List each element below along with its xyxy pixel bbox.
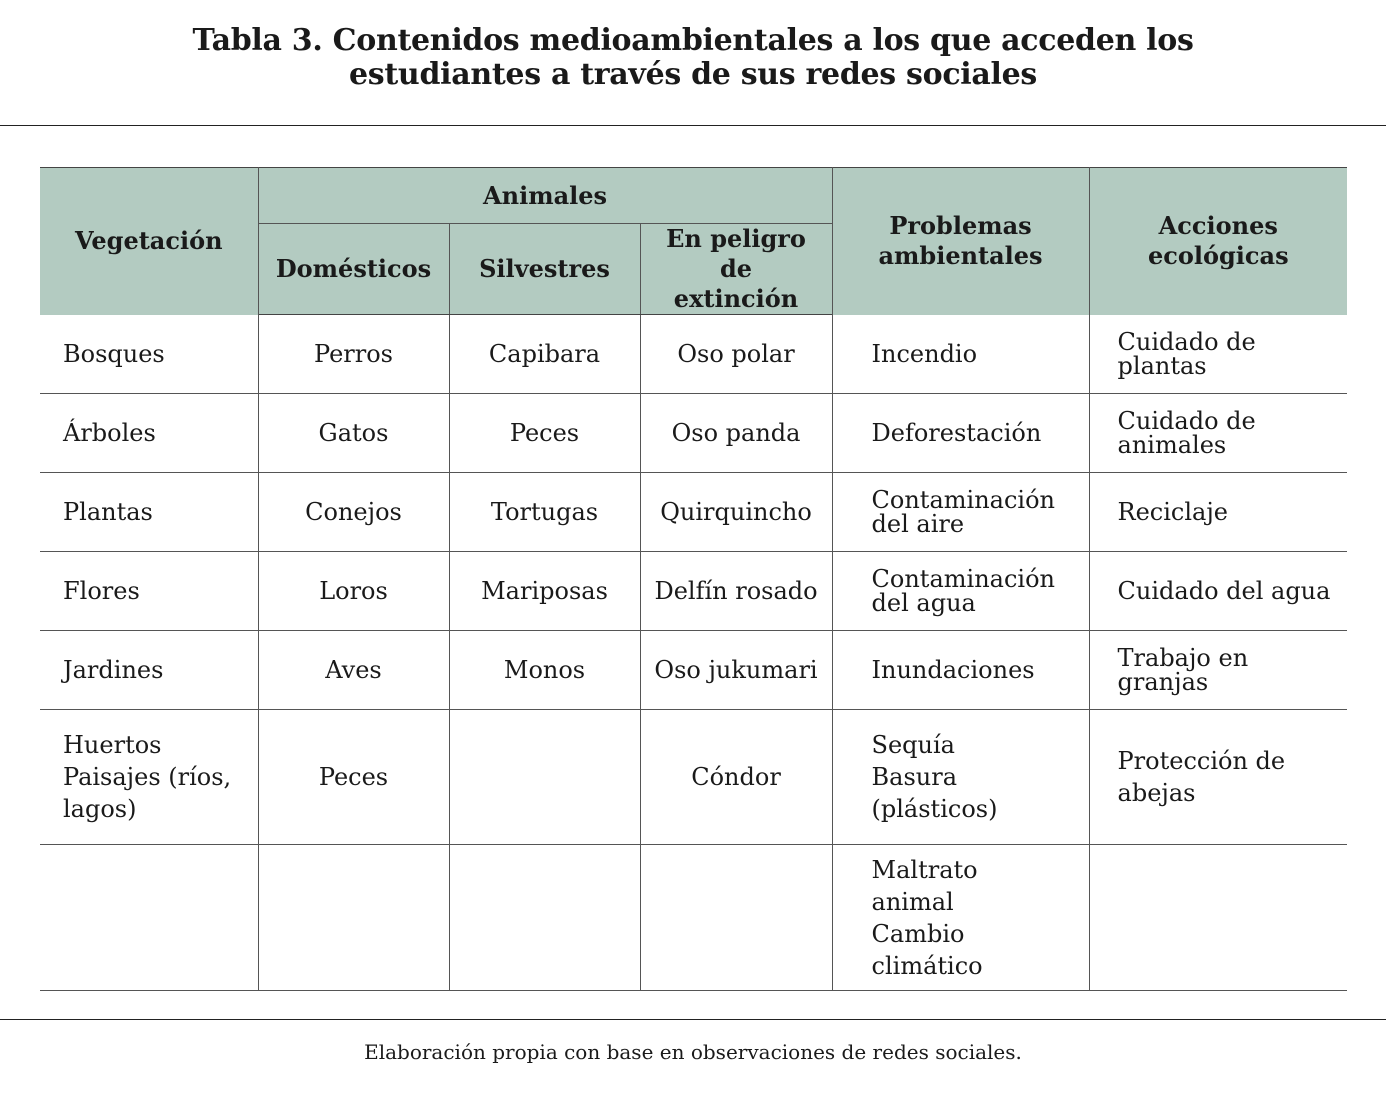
cell-acciones (1089, 710, 1347, 845)
header-problemas-line-1: Problemas (889, 211, 1032, 241)
header-silvestres: Silvestres (449, 224, 640, 315)
cell-acciones (1089, 315, 1347, 394)
cell-domesticos: Aves (258, 631, 449, 710)
header-acciones-line-2: ecológicas (1147, 241, 1289, 271)
header-peligro-line-1: En peligro de (666, 224, 806, 283)
cell-line: Sequía (871, 731, 955, 759)
cell-domesticos: Perros (258, 315, 449, 394)
cell-silvestres: Capibara (449, 315, 640, 394)
cell-acciones (1089, 552, 1347, 631)
cell-silvestres (449, 710, 640, 845)
cell-line: Protección de (1117, 747, 1286, 775)
header-animales: Animales (258, 168, 832, 224)
cell-problemas (832, 473, 1089, 552)
table-title-line-1: Tabla 3. Contenidos medioambientales a los que acceden los (192, 23, 1194, 58)
cell-line: Cambio (871, 919, 965, 948)
cell-domesticos: Conejos (258, 473, 449, 552)
cell-domesticos: Peces (258, 710, 449, 845)
cell-line: Huertos (63, 731, 162, 759)
cell-problemas (832, 710, 1089, 845)
cell-line: animal (871, 887, 954, 916)
header-peligro (640, 224, 832, 315)
cell-vegetacion (40, 631, 258, 710)
cell-line: Cuidado de (1117, 327, 1256, 356)
table-row (40, 394, 1347, 473)
cell-line: (plásticos) (871, 795, 998, 823)
header-vegetacion: Vegetación (40, 168, 258, 315)
cell-line: Reciclaje (1117, 498, 1228, 526)
table-row (40, 552, 1347, 631)
header-acciones (1089, 168, 1347, 315)
header-domesticos: Domésticos (258, 224, 449, 315)
cell-line: Contaminación (871, 565, 1055, 593)
table-body (40, 315, 1347, 991)
cell-acciones (1089, 473, 1347, 552)
cell-problemas (832, 552, 1089, 631)
cell-silvestres (449, 845, 640, 991)
cell-line: abejas (1117, 779, 1196, 807)
cell-vegetacion (40, 394, 258, 473)
cell-peligro: Oso jukumari (640, 631, 832, 710)
cell-line: Árboles (63, 419, 156, 447)
table-title-line-2: estudiantes a través de sus redes sociales (349, 57, 1037, 92)
cell-vegetacion (40, 315, 258, 394)
cell-line: Paisajes (ríos, (63, 763, 232, 791)
cell-line: del aire (871, 510, 965, 538)
cell-vegetacion (40, 552, 258, 631)
table-header (40, 168, 1347, 315)
table-row (40, 315, 1347, 394)
header-problemas-line-2: ambientales (878, 241, 1043, 271)
cell-line: Incendio (871, 339, 978, 368)
cell-peligro: Quirquincho (640, 473, 832, 552)
cell-silvestres: Peces (449, 394, 640, 473)
cell-problemas (832, 631, 1089, 710)
header-peligro-line-2: extinción (673, 284, 799, 313)
cell-line: del agua (871, 589, 976, 617)
cell-line: animales (1117, 431, 1227, 459)
table-row (40, 473, 1347, 552)
table-row (40, 631, 1347, 710)
cell-problemas (832, 394, 1089, 473)
cell-acciones (1089, 845, 1347, 991)
cell-line: Maltrato (871, 855, 978, 884)
table-title (0, 24, 1386, 92)
header-acciones-line-1: Acciones (1158, 211, 1278, 241)
cell-domesticos (258, 845, 449, 991)
cell-line: lagos) (63, 795, 137, 823)
cell-line: Inundaciones (871, 656, 1035, 684)
cell-peligro (640, 845, 832, 991)
cell-line: Cuidado del agua (1117, 577, 1331, 605)
cell-acciones (1089, 631, 1347, 710)
cell-vegetacion (40, 845, 258, 991)
bottom-rule (0, 1019, 1386, 1020)
cell-problemas (832, 315, 1089, 394)
cell-line: Cuidado de (1117, 407, 1256, 435)
cell-line: Deforestación (871, 419, 1042, 447)
cell-vegetacion (40, 473, 258, 552)
table-row (40, 845, 1347, 991)
environmental-content-table (40, 167, 1347, 991)
table-row (40, 710, 1347, 845)
cell-peligro: Delfín rosado (640, 552, 832, 631)
cell-line: Basura (871, 763, 958, 791)
cell-silvestres: Tortugas (449, 473, 640, 552)
cell-line: plantas (1117, 351, 1207, 380)
cell-line: climático (871, 951, 983, 980)
cell-line: Contaminación (871, 486, 1055, 514)
cell-peligro: Oso panda (640, 394, 832, 473)
cell-domesticos: Gatos (258, 394, 449, 473)
cell-silvestres: Mariposas (449, 552, 640, 631)
source-note: Elaboración propia con base en observaciones de redes sociales. (364, 1040, 1022, 1064)
cell-silvestres: Monos (449, 631, 640, 710)
cell-line: Plantas (63, 498, 153, 526)
cell-line: Trabajo en (1117, 644, 1249, 672)
cell-vegetacion (40, 710, 258, 845)
header-problemas (832, 168, 1089, 315)
cell-line: Flores (63, 577, 140, 605)
cell-domesticos: Loros (258, 552, 449, 631)
cell-line: Bosques (63, 339, 165, 368)
cell-problemas (832, 845, 1089, 991)
cell-line: granjas (1117, 668, 1209, 696)
cell-acciones (1089, 394, 1347, 473)
cell-line: Jardines (63, 656, 164, 684)
top-rule (0, 125, 1386, 126)
cell-peligro: Cóndor (640, 710, 832, 845)
cell-peligro: Oso polar (640, 315, 832, 394)
